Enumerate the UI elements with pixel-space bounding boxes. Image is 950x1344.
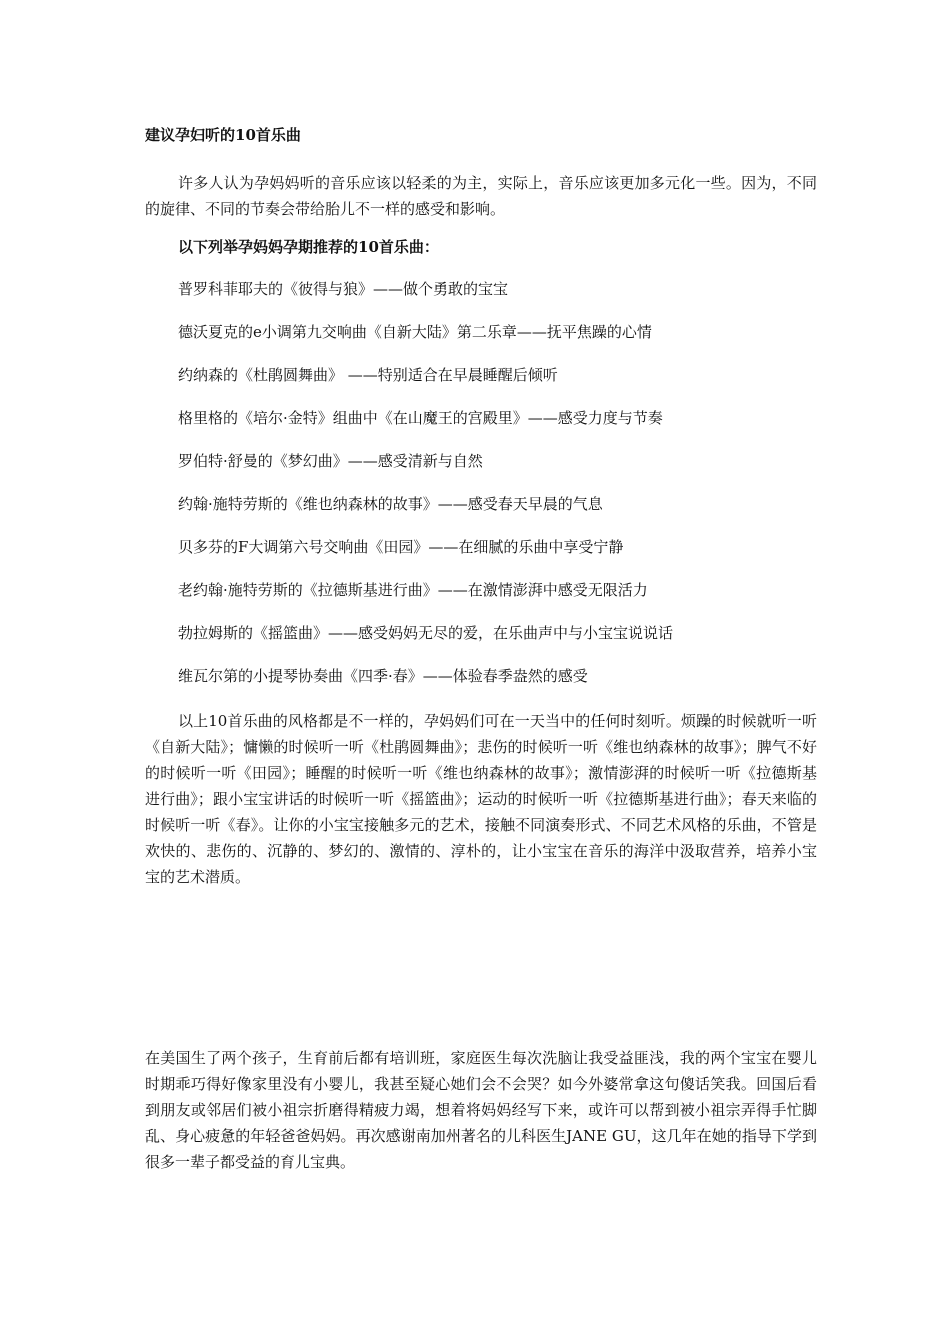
intro-paragraph: 许多人认为孕妈妈听的音乐应该以轻柔的为主，实际上，音乐应该更加多元化一些。因为，不同的旋律、不同的节奏会带给胎儿不一样的感受和影响。 bbox=[145, 174, 817, 218]
story-paragraph: 在美国生了两个孩子，生育前后都有培训班，家庭医生每次洗脑让我受益匪浅，我的两个宝宝在婴儿时期乖巧得好像家里没有小婴儿，我甚至疑心她们会不会哭？如今外婆常拿这句傻话笑我。回国后看到朋友或邻居们被小祖宗折磨得精疲力竭，想着将妈妈经写下来，或许可以帮到被小祖宗弄得手忙脚乱、身心疲惫的年轻爸爸妈妈。再次感谢南加州著名的儿科医生JANE GU，这几年在她的指导下学到很多一辈子都受益的育儿宝典。 bbox=[145, 1049, 817, 1171]
list-item: 格里格的《培尔·金特》组曲中《在山魔王的宫殿里》——感受力度与节奏 bbox=[178, 409, 663, 427]
list-item: 罗伯特·舒曼的《梦幻曲》——感受清新与自然 bbox=[178, 452, 483, 470]
list-item: 约翰·施特劳斯的《维也纳森林的故事》——感受春天早晨的气息 bbox=[178, 495, 603, 513]
list-item: 约纳森的《杜鹃圆舞曲》 ——特别适合在早晨睡醒后倾听 bbox=[178, 366, 558, 384]
list-item: 普罗科菲耶夫的《彼得与狼》——做个勇敢的宝宝 bbox=[178, 280, 509, 298]
list-item: 德沃夏克的e小调第九交响曲《自新大陆》第二乐章——抚平焦躁的心情 bbox=[178, 323, 652, 341]
list-item: 勃拉姆斯的《摇篮曲》——感受妈妈无尽的爱，在乐曲声中与小宝宝说说话 bbox=[178, 624, 674, 642]
summary-paragraph: 以上10首乐曲的风格都是不一样的，孕妈妈们可在一天当中的任何时刻听。烦躁的时候就听一听《自新大陆》；慵懒的时候听一听《杜鹃圆舞曲》；悲伤的时候听一听《维也纳森林的故事》；脾气不好的时候听一听《田园》；睡醒的时候听一听《维也纳森林的故事》；激情澎湃的时候听一听《拉德斯基进行曲》；跟小宝宝讲话的时候听一听《摇篮曲》；运动的时候听一听《拉德斯基进行曲》；春天来临的时候听一听《春》。让你的小宝宝接触多元的艺术，接触不同演奏形式、不同艺术风格的乐曲，不管是欢快的、悲伤的、沉静的、梦幻的、激情的、淳朴的，让小宝宝在音乐的海洋中汲取营养，培养小宝宝的艺术潜质。 bbox=[145, 712, 817, 886]
list-heading: 以下列举孕妈妈孕期推荐的10首乐曲： bbox=[178, 238, 439, 256]
song-list bbox=[178, 278, 818, 708]
document-title: 建议孕妇听的10首乐曲 bbox=[145, 126, 301, 144]
list-item: 老约翰·施特劳斯的《拉德斯基进行曲》——在激情澎湃中感受无限活力 bbox=[178, 581, 648, 599]
list-item: 贝多芬的F大调第六号交响曲《田园》——在细腻的乐曲中享受宁静 bbox=[178, 538, 624, 556]
list-item: 维瓦尔第的小提琴协奏曲《四季·春》——体验春季盎然的感受 bbox=[178, 667, 588, 685]
